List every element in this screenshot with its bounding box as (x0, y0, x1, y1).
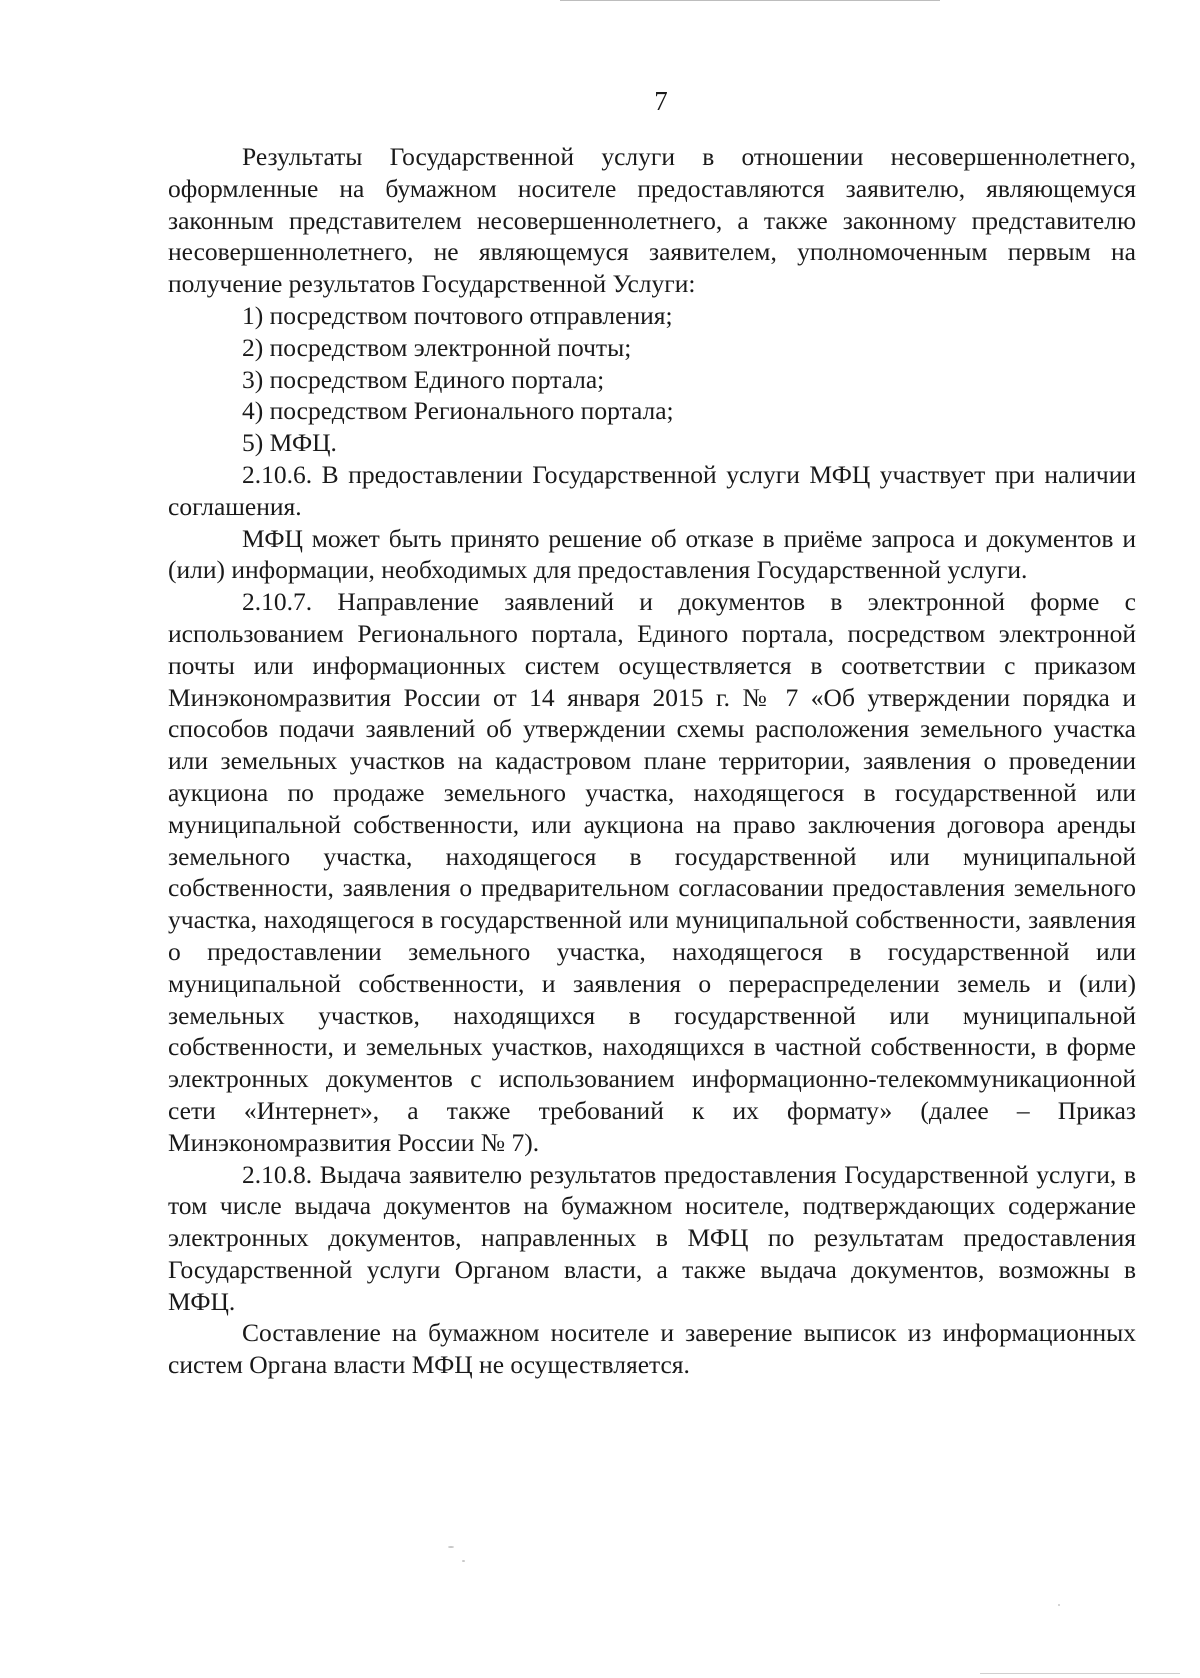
list-item-unified-portal: 3) посредством Единого портала; (242, 364, 605, 394)
list-item-email: 2) посредством электронной почты; (242, 332, 632, 362)
scan-speck (1058, 1604, 1060, 1606)
scan-edge-line (560, 0, 940, 1)
list-item-mfc: 5) МФЦ. (242, 428, 337, 458)
list-item-postal: 1) посредством почтового отправления; (242, 300, 673, 330)
scan-speck (462, 1560, 465, 1562)
paragraph-2-10-7: 2.10.7. Направление заявлений и документов в электронной форме с использованием Регионального портала, Единого портала, посредством электронной почты или информационных систем осуществляется в соответствии с приказом Минэкономразвития России от 14 января 2015 г. № 7 «Об утверждении порядка и способов подачи заявлений об утверждении схемы расположения земельного участка или земельных участков на кадастровом плане территории, заявления о проведении аукциона по продаже земельного участка, находящегося в государственной или муниципальной собственности, или аукциона на право заключения договора аренды земельного участка, находящегося в государственной или муниципальной собственности, заявления о предварительном согласовании предоставления земельного участка, находящегося в государственной или муниципальной собственности, заявления о предоставлении земельного участка, находящегося в государственной или муниципальной собственности, и заявления о перераспределении земель и (или) земельных участков, находящихся в государственной или муниципальной собственности, и земельных участков, находящихся в частной собственности, в форме электронных документов с использованием информационно-телекоммуникационной сети «Интернет», а также требований к их формату» (далее – Приказ Минэкономразвития России № 7). (168, 587, 1136, 1157)
scan-speck (448, 1546, 454, 1548)
page-number: 7 (654, 86, 668, 116)
paragraph-results-for-minors: Результаты Государственной услуги в отношении несовершеннолетнего, оформленные на бумажном носителе предоставляются заявителю, являющемуся законным представителем несовершеннолетнего, а также законному представителю несовершеннолетнего, не являющемуся заявителем, уполномоченным первым на получение результатов Государственной Услуги: (168, 142, 1136, 299)
scan-edge-line (980, 1673, 1180, 1674)
list-item-regional-portal: 4) посредством Регионального портала; (242, 396, 674, 426)
paragraph-mfc-refusal: МФЦ может быть принято решение об отказе в приёме запроса и документов и (или) информации, необходимых для предоставления Государственной услуги. (168, 523, 1136, 585)
document-body (168, 141, 1136, 1381)
paragraph-paper-extracts: Составление на бумажном носителе и заверение выписок из информационных систем Органа власти МФЦ не осуществляется. (168, 1318, 1136, 1380)
paragraph-2-10-6: 2.10.6. В предоставлении Государственной услуги МФЦ участвует при наличии соглашения. (168, 459, 1136, 521)
paragraph-2-10-8: 2.10.8. Выдача заявителю результатов предоставления Государственной услуги, в том числе выдача документов на бумажном носителе, подтверждающих содержание электронных документов, направленных в МФЦ по результатам предоставления Государственной услуги Органом власти, а также выдача документов, возможны в МФЦ. (168, 1159, 1136, 1316)
